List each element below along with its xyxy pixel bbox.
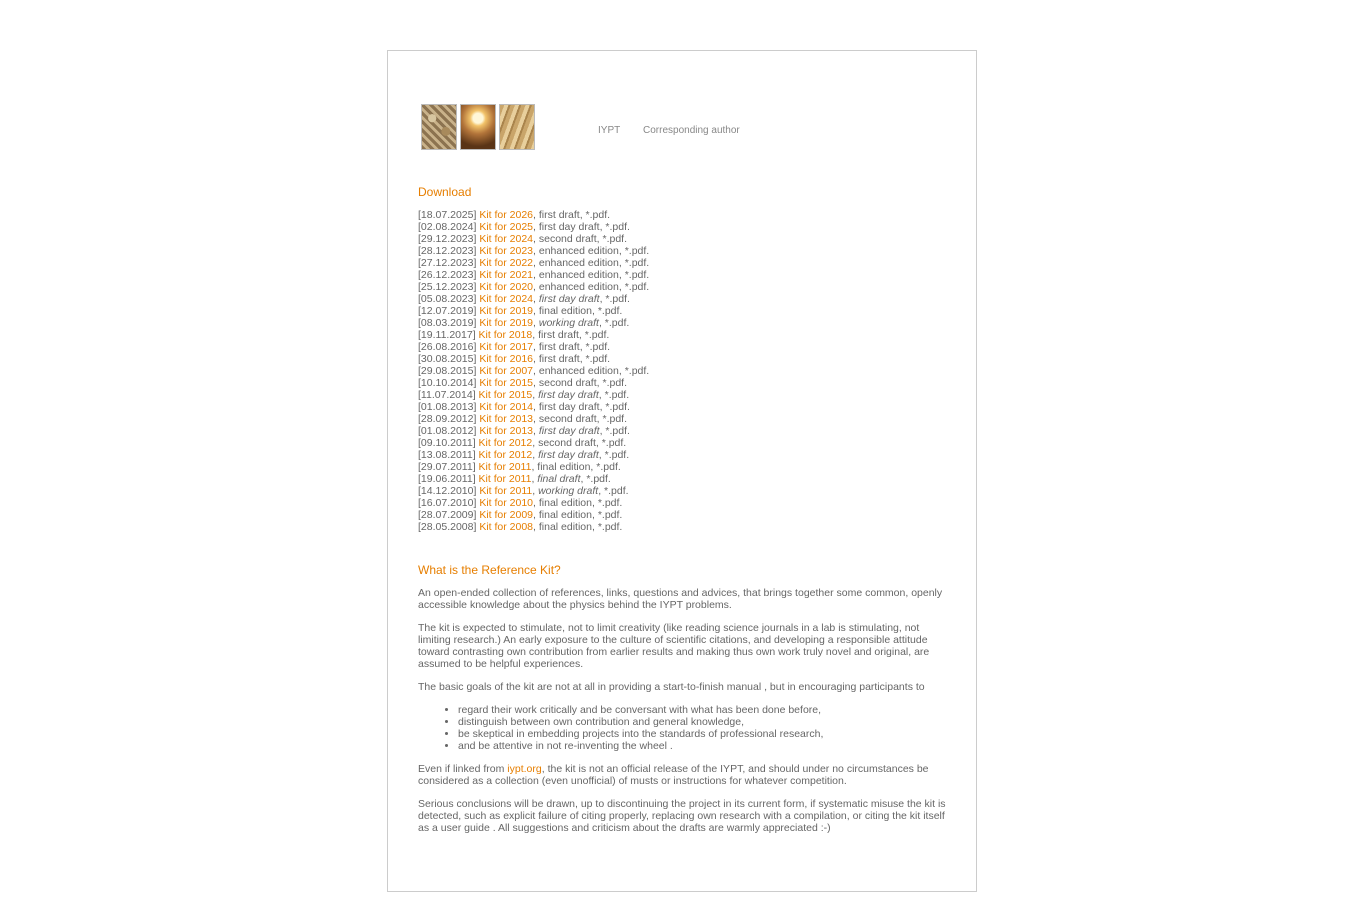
kit-format: , *.pdf. (599, 425, 630, 437)
kit-format: , *.pdf. (599, 221, 630, 233)
kit-date: [16.07.2010] (418, 497, 477, 509)
goals-list (418, 704, 948, 752)
kit-date: [28.05.2008] (418, 521, 477, 533)
kit-row (418, 461, 948, 473)
kit-date: [29.07.2011] (418, 461, 476, 473)
nav-link-iypt[interactable]: IYPT (598, 125, 621, 136)
kit-format: , *.pdf. (591, 521, 623, 533)
kit-row (418, 485, 948, 497)
kit-link[interactable]: Kit for 2012 (478, 449, 533, 461)
kit-date: [28.12.2023] (418, 245, 477, 257)
kit-link[interactable]: Kit for 2011 (479, 485, 533, 497)
kit-date: [14.12.2010] (418, 485, 477, 497)
kit-link[interactable]: Kit for 2011 (478, 473, 532, 485)
disclaimer-paragraph (418, 763, 948, 787)
kit-date: [28.09.2012] (418, 413, 477, 425)
kit-row (418, 293, 948, 305)
kit-separator: , (533, 221, 539, 233)
kit-format: , *.pdf. (591, 509, 623, 521)
kit-edition: first day draft (538, 389, 599, 401)
kit-edition: final edition (538, 521, 592, 533)
kit-format: , *.pdf. (598, 485, 629, 497)
kit-separator: , (533, 521, 539, 533)
kit-link[interactable]: Kit for 2015 (478, 389, 533, 401)
kit-separator: , (532, 485, 539, 497)
kit-format: , *.pdf. (618, 365, 650, 377)
kit-format: , *.pdf. (578, 329, 610, 341)
reference-kit-heading: What is the Reference Kit? (418, 563, 561, 577)
kit-date: [01.08.2013] (418, 401, 477, 413)
kit-row (418, 377, 948, 389)
kit-separator: , (533, 341, 539, 353)
kit-format: , *.pdf. (591, 497, 623, 509)
kit-row (418, 233, 948, 245)
kit-separator: , (533, 377, 539, 389)
kit-link[interactable]: Kit for 2009 (479, 509, 534, 521)
list-item: • be skeptical in embedding projects into the standards of professional research, (458, 728, 948, 740)
kit-date: [12.07.2019] (418, 305, 477, 317)
kit-row (418, 245, 948, 257)
kit-separator: , (533, 293, 539, 305)
kit-edition: second draft (538, 437, 596, 449)
kit-link[interactable]: Kit for 2018 (478, 329, 533, 341)
kit-edition: enhanced edition (538, 245, 619, 257)
kit-edition: working draft (538, 485, 599, 497)
kit-date: [30.08.2015] (418, 353, 477, 365)
kit-format: , *.pdf. (596, 233, 628, 245)
kit-date: [19.11.2017] (418, 329, 476, 341)
kit-row (418, 497, 948, 509)
kit-format: , *.pdf. (598, 389, 630, 401)
kit-separator: , (531, 461, 538, 473)
kit-edition: first draft (538, 341, 580, 353)
kit-link[interactable]: Kit for 2017 (479, 341, 534, 353)
kit-edition: first day draft (538, 221, 600, 233)
kit-format: , *.pdf. (580, 473, 611, 485)
kit-format: , *.pdf. (579, 341, 611, 353)
header (418, 104, 948, 150)
list-item: • regard their work critically and be conversant with what has been done before, (458, 704, 948, 716)
kit-row (418, 425, 948, 437)
kit-link[interactable]: Kit for 2020 (479, 281, 534, 293)
kit-date: [29.12.2023] (418, 233, 477, 245)
kit-link[interactable]: Kit for 2010 (479, 497, 534, 509)
kit-row (418, 413, 948, 425)
kit-separator: , (532, 329, 539, 341)
kit-edition: final edition (537, 461, 591, 473)
kit-link[interactable]: Kit for 2019 (479, 305, 534, 317)
kit-format: , *.pdf. (579, 209, 611, 221)
sunset-thumbnail (460, 104, 496, 150)
kit-edition: second draft (538, 233, 597, 245)
kit-separator: , (532, 449, 539, 461)
kit-row (418, 365, 948, 377)
kit-edition: enhanced edition (538, 257, 619, 269)
kit-edition: final draft (537, 473, 581, 485)
kit-format: , *.pdf. (598, 449, 630, 461)
kit-format: , *.pdf. (595, 437, 627, 449)
kit-format: , *.pdf. (591, 305, 623, 317)
kit-row (418, 317, 948, 329)
kit-link[interactable]: Kit for 2013 (479, 425, 534, 437)
kit-date: [10.10.2014] (418, 377, 477, 389)
kit-date: [05.08.2023] (418, 293, 477, 305)
pebbles-thumbnail (421, 104, 457, 150)
goals-paragraph: The basic goals of the kit are not at all in providing a start-to-finish manual , but in encouraging participants to (418, 681, 925, 693)
kit-date: [09.10.2011] (418, 437, 476, 449)
kit-separator: , (533, 317, 539, 329)
kit-date: [18.07.2025] (418, 209, 477, 221)
kit-row (418, 305, 948, 317)
kit-separator: , (533, 209, 539, 221)
nav-link-corresponding-author[interactable]: Corresponding author (643, 125, 740, 136)
kit-date: [25.12.2023] (418, 281, 477, 293)
kit-edition: first day draft (538, 449, 599, 461)
kit-separator: , (533, 413, 539, 425)
kit-row (418, 389, 948, 401)
kit-date: [08.03.2019] (418, 317, 477, 329)
kit-separator: , (533, 269, 539, 281)
kit-link[interactable]: Kit for 2026 (479, 209, 534, 221)
kit-separator: , (533, 353, 539, 365)
kit-separator: , (532, 389, 539, 401)
top-nav (598, 125, 760, 136)
kit-link[interactable]: Kit for 2019 (479, 317, 534, 329)
kit-format: , *.pdf. (599, 293, 630, 305)
kit-row (418, 281, 948, 293)
kit-separator: , (533, 497, 539, 509)
kit-row (418, 329, 948, 341)
kit-link[interactable]: Kit for 2014 (479, 401, 534, 413)
kit-link[interactable]: Kit for 2008 (479, 521, 534, 533)
kit-link[interactable]: Kit for 2012 (478, 437, 533, 449)
kit-link[interactable]: Kit for 2023 (479, 245, 534, 257)
download-heading: Download (418, 185, 472, 199)
kit-separator: , (533, 281, 539, 293)
kit-edition: first day draft (538, 425, 600, 437)
kit-separator: , (533, 425, 539, 437)
kit-format: , *.pdf. (596, 377, 628, 389)
kit-row (418, 353, 948, 365)
kit-separator: , (533, 401, 539, 413)
kit-edition: second draft (538, 377, 597, 389)
kit-edition: enhanced edition (538, 281, 619, 293)
page-frame (387, 50, 977, 892)
disclaimer-text-after: , the kit is not an official release of the IYPT, and should under no circumstances be considered as a collection (even unofficial) of musts or instructions for whatever competition. (418, 763, 929, 787)
kit-separator: , (533, 509, 539, 521)
list-item: • and be attentive in not re-inventing the wheel . (458, 740, 948, 752)
kit-row (418, 221, 948, 233)
kit-format: , *.pdf. (598, 317, 630, 329)
kit-link[interactable]: Kit for 2024 (479, 293, 534, 305)
kit-link[interactable]: Kit for 2007 (479, 365, 534, 377)
kit-link[interactable]: Kit for 2022 (479, 257, 534, 269)
kit-row (418, 521, 948, 533)
kit-date: [19.06.2011] (418, 473, 476, 485)
iypt-org-link[interactable]: iypt.org (507, 763, 542, 775)
kit-row (418, 257, 948, 269)
kit-row (418, 269, 948, 281)
kit-link[interactable]: Kit for 2011 (478, 461, 532, 473)
kit-link[interactable]: Kit for 2025 (479, 221, 534, 233)
kit-date: [26.12.2023] (418, 269, 477, 281)
kit-row (418, 473, 948, 485)
kit-separator: , (533, 365, 539, 377)
kit-edition: enhanced edition (538, 269, 619, 281)
kit-format: , *.pdf. (579, 353, 611, 365)
kit-date: [28.07.2009] (418, 509, 477, 521)
kit-format: , *.pdf. (618, 269, 650, 281)
kit-edition: first draft (538, 209, 580, 221)
kit-separator: , (533, 257, 539, 269)
kit-date: [02.08.2024] (418, 221, 477, 233)
kit-edition: first day draft (538, 293, 600, 305)
kit-date: [01.08.2012] (418, 425, 477, 437)
kit-date: [29.08.2015] (418, 365, 477, 377)
kit-format: , *.pdf. (590, 461, 621, 473)
kit-edition: first draft (538, 329, 579, 341)
kit-link[interactable]: Kit for 2013 (479, 413, 534, 425)
kit-format: , *.pdf. (618, 281, 650, 293)
kit-row (418, 341, 948, 353)
kit-format: , *.pdf. (618, 245, 650, 257)
kit-row (418, 449, 948, 461)
kit-date: [11.07.2014] (418, 389, 476, 401)
kit-separator: , (533, 245, 539, 257)
kit-list (418, 209, 948, 533)
kit-date: [27.12.2023] (418, 257, 477, 269)
warning-paragraph: Serious conclusions will be drawn, up to discontinuing the project in its current form, if systematic misuse the kit is detected, such as explicit failure of citing properly, replacing own research with a compilation, or citing the kit itself as a user guide . All suggestions and criticism about the drafts are warmly appreciated :-) (418, 798, 946, 834)
disclaimer-text-before: Even if linked from (418, 763, 508, 775)
kit-edition: first draft (538, 353, 580, 365)
intro-paragraph: An open-ended collection of references, links, questions and advices, that brings together some common, openly accessible knowledge about the physics behind the IYPT problems. (418, 587, 943, 611)
kit-link[interactable]: Kit for 2016 (479, 353, 534, 365)
kit-separator: , (533, 233, 539, 245)
kit-link[interactable]: Kit for 2024 (479, 233, 534, 245)
kit-edition: final edition (538, 509, 592, 521)
kit-separator: , (531, 473, 538, 485)
stimulate-paragraph: The kit is expected to stimulate, not to limit creativity (like reading science journals in a lab is stimulating, not limiting research.) An early exposure to the culture of scientific citations, and developing a responsible attitude toward contrasting own contribution from earlier results and making thus own work truly novel and original, are assumed to be helpful experiences. (418, 622, 930, 670)
page-content (418, 104, 948, 834)
kit-separator: , (532, 437, 539, 449)
kit-edition: final edition (538, 497, 592, 509)
list-item: • distinguish between own contribution and general knowledge, (458, 716, 948, 728)
kit-date: [13.08.2011] (418, 449, 476, 461)
kit-row (418, 401, 948, 413)
kit-row (418, 209, 948, 221)
kit-format: , *.pdf. (618, 257, 650, 269)
kit-link[interactable]: Kit for 2015 (479, 377, 534, 389)
kit-edition: working draft (538, 317, 599, 329)
kit-separator: , (533, 305, 539, 317)
kit-row (418, 509, 948, 521)
kit-row (418, 437, 948, 449)
kit-edition: final edition (538, 305, 592, 317)
kit-format: , *.pdf. (596, 413, 628, 425)
kit-edition: enhanced edition (538, 365, 619, 377)
kit-edition: first day draft (538, 401, 600, 413)
sand-ripples-thumbnail (499, 104, 535, 150)
kit-date: [26.08.2016] (418, 341, 477, 353)
kit-link[interactable]: Kit for 2021 (479, 269, 534, 281)
kit-format: , *.pdf. (599, 401, 630, 413)
kit-edition: second draft (538, 413, 597, 425)
